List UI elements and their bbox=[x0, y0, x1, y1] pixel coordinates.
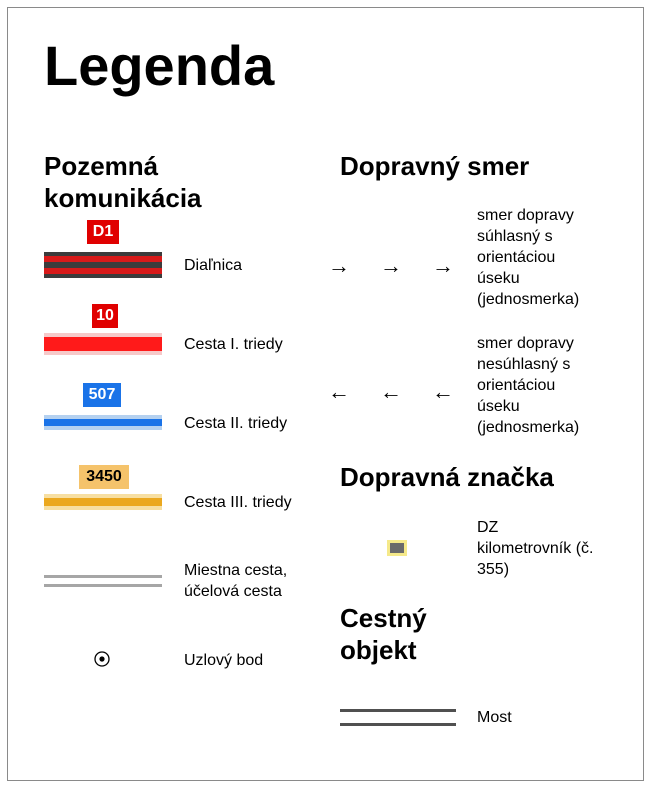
local-road-symbol bbox=[44, 575, 162, 587]
road-badge-507: 507 bbox=[83, 383, 121, 407]
node-point-icon bbox=[94, 651, 110, 667]
arrow-left-icon: ← bbox=[432, 379, 454, 404]
km-marker-icon bbox=[387, 540, 407, 556]
arrow-left-icon: ← bbox=[380, 379, 402, 404]
road-label-highway: Diaľnica bbox=[184, 257, 243, 274]
road-badge-3450: 3450 bbox=[79, 465, 129, 489]
road-label-class-3: Cesta III. triedy bbox=[184, 494, 292, 511]
road-class-3-symbol bbox=[44, 494, 162, 510]
bridge-symbol bbox=[340, 709, 456, 726]
section-sign-heading: Dopravná značka bbox=[340, 462, 554, 492]
road-label-local: Miestna cesta, účelová cesta bbox=[184, 562, 288, 600]
road-class-2-symbol bbox=[44, 415, 162, 430]
direction-label-opposite: smer dopravy nesúhlasný s orientáciou úseku (jednosmerka) bbox=[477, 335, 580, 436]
object-label-bridge: Most bbox=[477, 709, 512, 726]
road-label-class-1: Cesta I. triedy bbox=[184, 336, 283, 353]
section-road-heading: Pozemná komunikácia bbox=[44, 151, 202, 213]
arrow-right-icon: → bbox=[328, 253, 350, 278]
road-class-1-symbol bbox=[44, 333, 162, 355]
road-badge-10: 10 bbox=[92, 304, 118, 328]
road-badge-d1: D1 bbox=[87, 220, 119, 244]
highway-symbol bbox=[44, 252, 162, 278]
road-label-node: Uzlový bod bbox=[184, 652, 264, 669]
sign-label-km-marker: DZ kilometrovník (č. 355) bbox=[477, 519, 594, 578]
page-title: Legenda bbox=[44, 34, 275, 97]
section-direction-heading: Dopravný smer bbox=[340, 151, 530, 181]
arrow-left-icon: ← bbox=[328, 379, 350, 404]
direction-label-same: smer dopravy súhlasný s orientáciou úseku (jednosmerka) bbox=[477, 207, 580, 308]
section-object-heading: Cestný objekt bbox=[340, 603, 427, 665]
arrow-right-icon: → bbox=[432, 253, 454, 278]
arrow-right-icon: → bbox=[380, 253, 402, 278]
road-label-class-2: Cesta II. triedy bbox=[184, 415, 288, 432]
